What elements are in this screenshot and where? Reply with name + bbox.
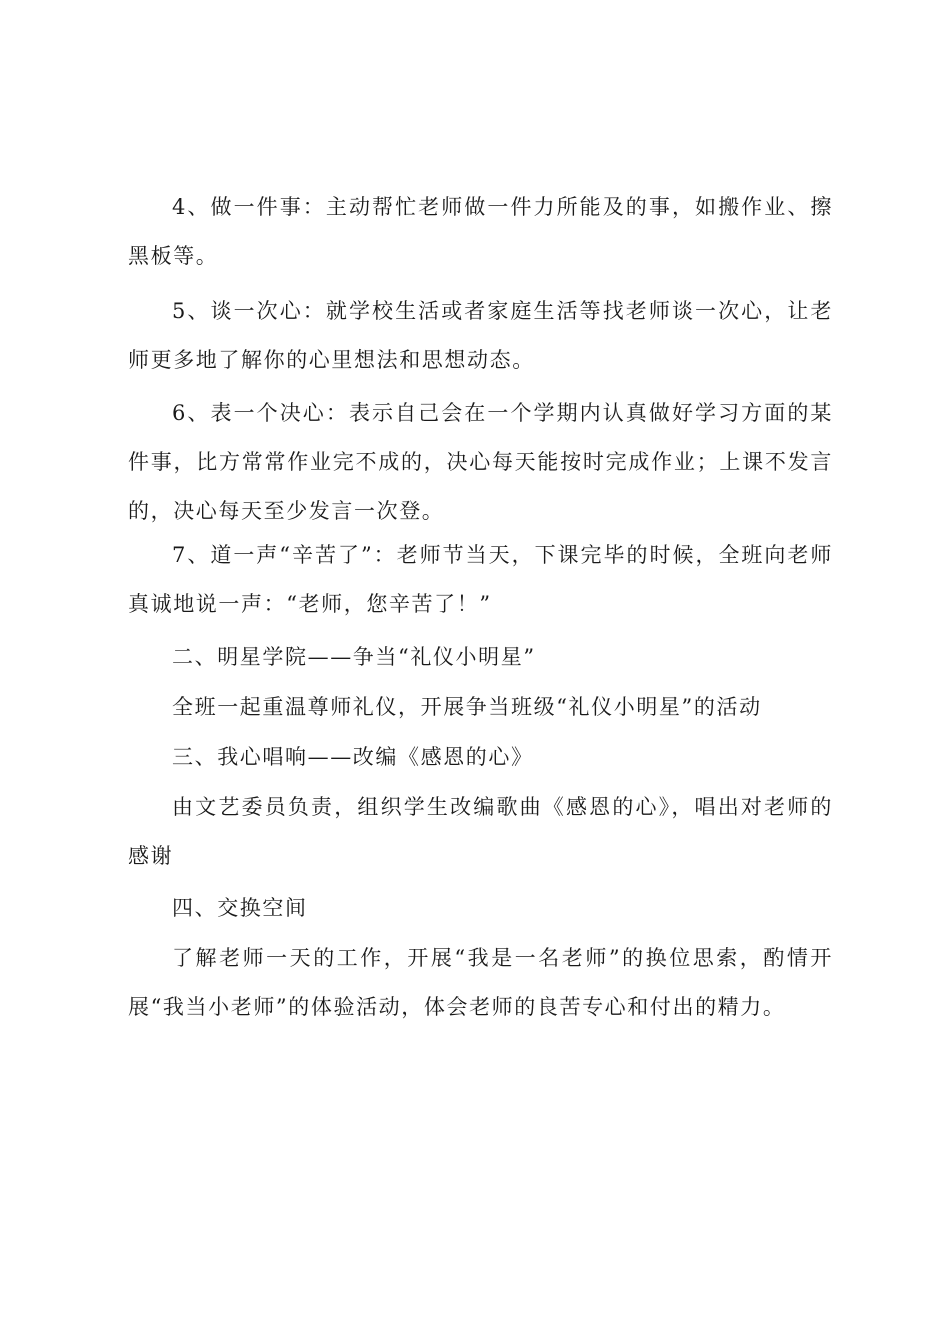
section-heading-3: 三、我心唱响——改编《感恩的心》 <box>172 745 534 769</box>
paragraph-item-6: 6、表一个决心：表示自己会在一个学期内认真做好学习方面的某件事，比方常常作业完不成的，决心每天能按时完成作业；上课不发言的，决心每天至少发言一次登。 <box>128 401 833 523</box>
section-body-3: 由文艺委员负责，组织学生改编歌曲《感恩的心》，唱出对老师的感谢 <box>128 795 833 868</box>
section-body-4: 了解老师一天的工作，开展“我是一名老师”的换位思索，酌情开展“我当小老师”的体验活动，体会老师的良苦专心和付出的精力。 <box>128 946 833 1019</box>
section-body-2: 全班一起重温尊师礼仪，开展争当班级“礼仪小明星”的活动 <box>172 695 762 719</box>
paragraph-item-4: 4、做一件事：主动帮忙老师做一件力所能及的事，如搬作业、擦黑板等。 <box>128 195 833 268</box>
paragraph-item-5: 5、谈一次心：就学校生活或者家庭生活等找老师谈一次心，让老师更多地了解你的心里想法和思想动态。 <box>128 299 833 372</box>
section-heading-2: 二、明星学院——争当“礼仪小明星” <box>172 645 536 669</box>
paragraph-item-7: 7、道一声“辛苦了”：老师节当天，下课完毕的时候，全班向老师真诚地说一声：“老师，您辛苦了！” <box>128 543 833 616</box>
section-heading-4: 四、交换空间 <box>172 896 308 920</box>
